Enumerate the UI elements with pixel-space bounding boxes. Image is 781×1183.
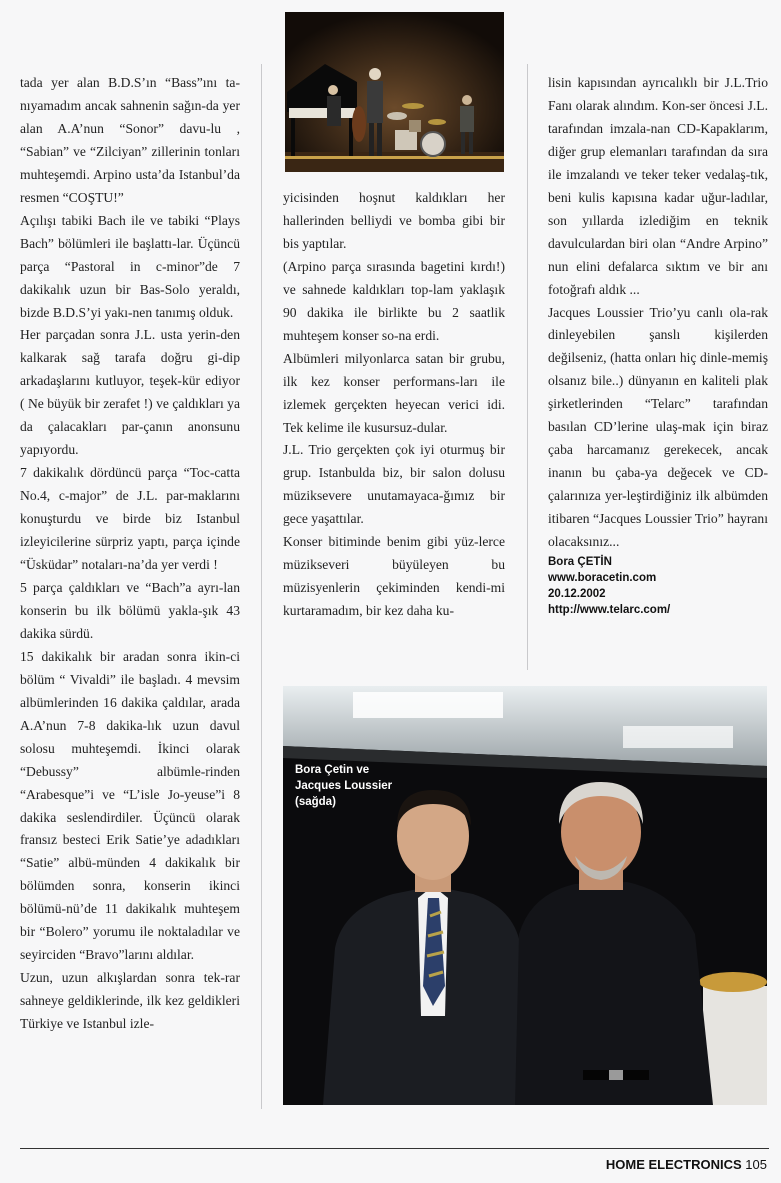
paragraph: lisin kapısından ayrıcalıklı bir J.L.Trio Fanı olarak alındım. Kon-ser öncesi J.L. tarafından imzala-nan CD-Kapaklarım, diğer grup elemanları tarafından da sıra ile imzalandı ve teker teker vedalaş-tık, beni kulis kapısına kadar uğur-ladılar, son yıllarda izlediğim en teknik davulculardan biri olan “Andre Arpino” nun elini defalarca sıktım ve bir anı fotoğrafı aldık ... [548,75,768,297]
paragraph: Konser bitiminde benim gibi yüz-lerce müzikseveri büyüleyen bu müzisyenlerin çekiminden kendi-mi kurtaramadım, bir kez daha ku- [283,534,505,619]
caption-line: Bora Çetin ve [295,764,370,776]
caption-line: Jacques Loussier [295,780,393,792]
page-footer [606,1157,767,1172]
paragraph: Uzun, uzun alkışlardan sonra tek-rar sahneye geldiklerinde, ilk kez geldikleri Türkiye ve Istanbul izle- [20,970,240,1032]
column-divider [261,64,262,1109]
magazine-name: HOME ELECTRONICS [605,1157,742,1172]
paragraph: Her parçadan sonra J.L. usta yerin-den kalkarak sağ tarafa doğru gi-dip arkadaşlarını kutluyor, teşek-kür ediyor ( Ne büyük bir zerafet !) ve çaldıkları ya da çalacakları par-çanın anonsunu yapıyordu. [20,327,240,458]
paragraph: 5 parça çaldıkları ve “Bach”a ayrı-lan konserin bu ilk bölümü yakla-şık 43 dakika sürdü. [20,579,240,641]
article-column-3 [548,72,768,618]
footer-divider [20,1148,769,1149]
paragraph: Açılışı tabiki Bach ile ve tabiki “Plays Bach” bölümleri ile başlattı-lar. Üçüncü parça “Pastoral in c-minor”de 7 dakikalık uzun bir Bas-Solo yeraldı, bizde B.D.S’yi yakı-nen tanımış olduk. [20,212,240,320]
paragraph: (Arpino parça sırasında bagetini kırdı!) ve sahnede kaldıkları top-lam yaklaşık 90 dakika ile birlikte bu 2 saatlik muhteşem konser so-na erdi. [283,258,505,343]
paragraph: yicisinden hoşnut kaldıkları her hallerinden belliydi ve bomba gibi bir bis yaptılar. [283,190,505,251]
column-divider [527,64,528,670]
author-signature [548,554,768,618]
article-date: 20.12.2002 [548,588,606,601]
telarc-link[interactable]: http://www.telarc.com/ [548,604,671,617]
paragraph: J.L. Trio gerçekten çok iyi oturmuş bir grup. Istanbulda biz, bir salon dolusu müziksevere unutamayaca-ğımız bir gece yaşattılar. [283,442,505,527]
author-website[interactable]: www.boracetin.com [548,572,657,585]
author-last-name: ÇETİN [577,556,612,569]
paragraph: tada yer alan B.D.S’ın “Bass”ını ta-nıyamadım ancak sahnenin sağın-da yer alan A.A’nun “Sonor” davu-lu , “Sabian” ve “Zilciyan” zillerinin tonları muhteşemdi. Arpino usta’da Istanbul’da resmen “COŞTU!” [20,75,240,205]
article-column-2 [283,187,505,623]
photo-caption [295,762,392,810]
paragraph: 7 dakikalık dördüncü parça “Toc-catta No.4, c-major” de J.L. par-maklarını konuşturdu ve birde biz Istanbul izleyicilerine sürpriz yaptı, parça içinde “Üsküdar” notaları-na’da yer verdi ! [20,465,240,573]
author-first-name: Bora [548,556,578,569]
article-column-1 [20,72,240,1036]
concert-stage-photo [285,12,504,172]
caption-line: (sağda) [295,796,336,808]
author-name [548,554,768,570]
concert-stage-illustration [285,12,504,172]
paragraph: Jacques Loussier Trio’yu canlı ola-rak dinleyebilen şanslı kişilerden değilseniz, (hatta onları hiç dinle-memiş olsanız bile..) dünyanın en kaliteli plak şirketlerinden “Telarc” tarafından basılan CD’lerine ulaş-mak için biraz çaba harcamanız gerekecek, ancak inanın bu çaba-ya değecek ve CD-çalarınıza yer-leştirdiğiniz ilk albümden itibaren “Jacques Loussier Trio” hayranı olacaksınız... [548,304,768,550]
paragraph: Albümleri milyonlarca satan bir grubu, ilk kez konser performans-ları ile izlemek gerçekten heyecan verici idi. Tek kelime ile kusursuz-dular. [283,350,505,435]
page-number: 105 [745,1157,767,1172]
portrait-photo [283,686,767,1105]
paragraph: 15 dakikalık bir aradan sonra ikin-ci bölüm “ Vivaldi” ile başladı. 4 mevsim albümlerinden 16 dakika çaldılar, arada A.A’nun 7-8 dakika-lık uzun davul solosu muhteşemdi. İkinci olarak “Debussy” albümle-rinden “Arabesque”i ve “L’isle Jo-yeuse”i 8 dakika seslendirdiler. Üçüncü olarak fransız besteci Erik Satie’ye adadıkları “Satie” albü-münden 4 dakikalık bir bölümden sonra, konserin ikinci bölümü-nü’de 11 dakikalık muhteşem bir “Bolero” yorumu ile noktaladılar ve seyirciden “Bravo”larını aldılar. [20,648,240,963]
portrait-illustration [283,686,767,1105]
